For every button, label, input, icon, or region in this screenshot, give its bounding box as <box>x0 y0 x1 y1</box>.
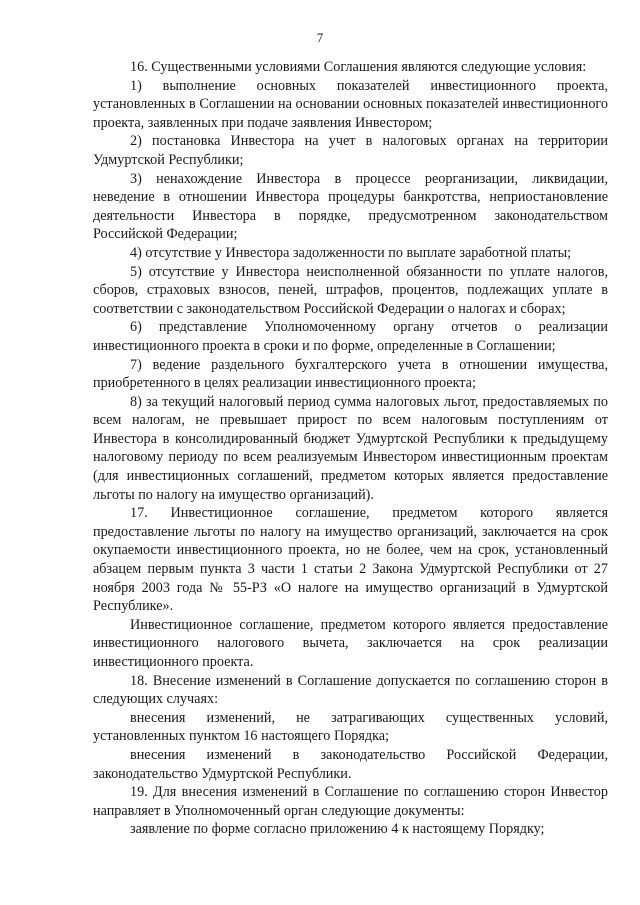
condition-8: 8) за текущий налоговый период сумма налоговых льгот, предоставляемых по всем налогам, не превышает прирост по всем налоговым поступлениям от Инвестора в консолидированный бюджет Удмуртской Республики к предыдущему налоговому периоду по всем реализуемым Инвестором инвестиционным проектам (для инвестиционных соглашений, предметом которых является предоставление льготы по налогу на имущество организаций). <box>93 393 608 503</box>
paragraph-17-second: Инвестиционное соглашение, предметом которого является предоставление инвестиционного налогового вычета, заключается на срок реализации инвестиционного проекта. <box>93 616 608 670</box>
document-item-1: заявление по форме согласно приложению 4 к настоящему Порядку; <box>130 821 545 838</box>
condition-6: 6) представление Уполномоченному органу отчетов о реализации инвестиционного проекта в сроки и по форме, определенные в Соглашении; <box>93 319 608 354</box>
page-number: 7 <box>316 30 324 45</box>
case-1: внесения изменений, не затрагивающих существенных условий, установленных пунктом 16 настоящего Порядка; <box>93 709 608 745</box>
condition-4: 4) отсутствие у Инвестора задолженности по выплате заработной платы; <box>130 244 572 261</box>
condition-3: 3) ненахождение Инвестора в процессе реорганизации, ликвидации, неведение в отношении Инвестора процедуры банкротства, неприостановление деятельности Инвестора в порядке, предусмотренном законодательством Российской Федерации; <box>93 170 608 243</box>
paragraph-17: 17. Инвестиционное соглашение, предметом которого является предоставление льготы по налогу на имущество организаций, заключается на срок окупаемости инвестиционного проекта, но не более, чем на срок, установленный абзацем первым пункта 3 части 1 статьи 2 Закона Удмуртской Республики от 27 ноября 2003 года № 55-РЗ «О налоге на имущество организаций в Удмуртской Республике». <box>93 505 608 615</box>
case-2: внесения изменений в законодательство Российской Федерации, законодательство Удмуртской Республики. <box>93 746 608 782</box>
document-body <box>93 58 608 839</box>
paragraph-18: 18. Внесение изменений в Соглашение допускается по соглашению сторон в следующих случаях: <box>93 672 608 708</box>
paragraph-16-intro: 16. Существенными условиями Соглашения являются следующие условия: <box>130 59 587 75</box>
condition-5: 5) отсутствие у Инвестора неисполненной обязанности по уплате налогов, сборов, страховых взносов, пеней, штрафов, процентов, подлежащих уплате в соответствии с законодательством Российской Федерации о налогах и сборах; <box>93 263 608 317</box>
condition-1: 1) выполнение основных показателей инвестиционного проекта, установленных в Соглашении на основании основных показателей инвестиционного проекта, заявленных при подаче заявления Инвестором; <box>93 77 608 131</box>
condition-2: 2) постановка Инвестора на учет в налоговых органах на территории Удмуртской Республики; <box>93 133 608 168</box>
paragraph-19: 19. Для внесения изменений в Соглашение по соглашению сторон Инвестор направляет в Уполномоченный орган следующие документы: <box>93 784 608 819</box>
condition-7: 7) ведение раздельного бухгалтерского учета в отношении имущества, приобретенного в целях реализации инвестиционного проекта; <box>93 356 608 392</box>
